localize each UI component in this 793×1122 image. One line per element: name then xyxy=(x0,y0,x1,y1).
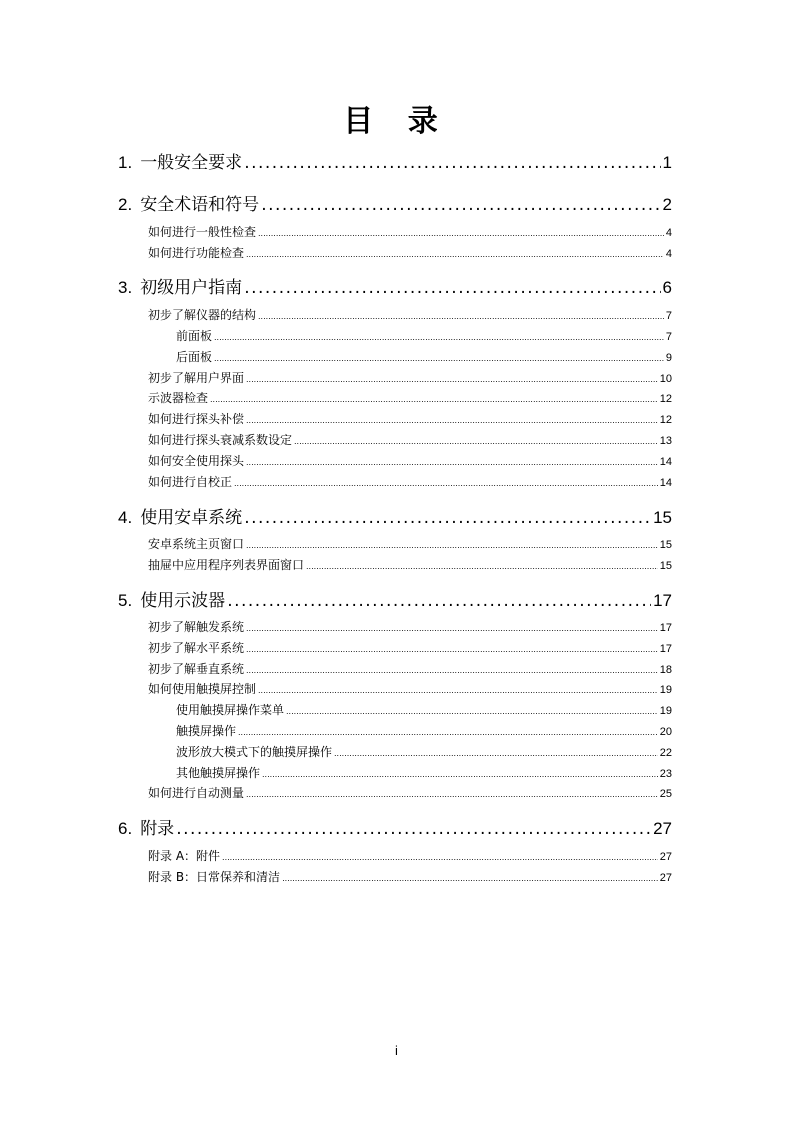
toc-entry-label: 一般安全要求 xyxy=(140,153,243,173)
dot-leader xyxy=(210,395,658,404)
dot-leader xyxy=(246,458,658,467)
toc-entry-6-1[interactable] xyxy=(148,847,672,863)
toc-entry-5-4-1[interactable] xyxy=(176,701,672,717)
dot-leader xyxy=(214,354,664,363)
toc-entry-4-1[interactable] xyxy=(148,535,672,551)
toc-entry-page: 14 xyxy=(659,477,672,489)
toc-entry-number: 4. xyxy=(118,508,133,527)
toc-entry-label: 示波器检查 xyxy=(148,391,209,405)
toc-entry-label: 如何进行自动测量 xyxy=(148,786,245,800)
toc-entry-page: 15 xyxy=(659,560,672,572)
toc-entry-5-2[interactable] xyxy=(148,639,672,655)
dot-leader xyxy=(176,819,651,839)
toc-entry-label: 如何进行自校正 xyxy=(148,475,233,489)
toc-entry-label: 抽屉中应用程序列表界面窗口 xyxy=(148,558,305,572)
toc-entry-number: 3. xyxy=(118,278,133,297)
toc-entry-5-5[interactable] xyxy=(148,784,672,800)
toc-entry-label: 其他触摸屏操作 xyxy=(176,766,261,780)
toc-entry-5-4-4[interactable] xyxy=(176,764,672,780)
toc-entry-5-3[interactable] xyxy=(148,660,672,676)
toc-entry-page: 7 xyxy=(665,331,672,343)
toc-entry-page: 17 xyxy=(653,591,672,610)
toc-entry-label: 附录 xyxy=(140,819,175,839)
page-title: 目 录 xyxy=(343,104,450,139)
toc-entry-label: 初步了解水平系统 xyxy=(148,641,245,655)
dot-leader xyxy=(258,229,664,238)
toc-entry-label: 如何进行探头衰减系数设定 xyxy=(148,433,293,447)
dot-leader xyxy=(222,853,658,862)
dot-leader xyxy=(214,333,664,342)
toc-entry-page: 27 xyxy=(659,872,672,884)
toc-entry-5[interactable] xyxy=(118,586,672,611)
dot-leader xyxy=(286,707,658,716)
toc-entry-label: 使用示波器 xyxy=(140,591,226,611)
toc-entry-label: 如何进行功能检查 xyxy=(148,246,245,260)
toc-entry-number: 2. xyxy=(118,195,133,214)
toc-entry-page: 12 xyxy=(659,414,672,426)
toc-entry-page: 19 xyxy=(659,684,672,696)
toc-entry-label: 初步了解触发系统 xyxy=(148,620,245,634)
toc-entry-label: 触摸屏操作 xyxy=(176,724,237,738)
toc-entry-label: 初步了解用户界面 xyxy=(148,371,245,385)
toc-entry-label: 使用触摸屏操作菜单 xyxy=(176,703,285,717)
toc-entry-5-4[interactable] xyxy=(148,680,672,696)
dot-leader xyxy=(227,591,651,611)
page-number: i xyxy=(395,1043,398,1058)
toc-entry-4-2[interactable] xyxy=(148,556,672,572)
toc-entry-page: 14 xyxy=(659,456,672,468)
toc-entry-label: 如何进行探头补偿 xyxy=(148,412,245,426)
dot-leader xyxy=(246,645,658,654)
toc-entry-number: 1. xyxy=(118,153,133,172)
toc-entry-2-2[interactable] xyxy=(148,244,672,260)
dot-leader xyxy=(294,437,658,446)
toc-entry-page: 1 xyxy=(662,153,672,172)
toc-entry-label: 附录 B：日常保养和清洁 xyxy=(148,870,281,884)
toc-entry-page: 25 xyxy=(659,788,672,800)
toc-entry-page: 22 xyxy=(659,747,672,759)
dot-leader xyxy=(282,874,658,883)
toc-entry-3-3[interactable] xyxy=(148,389,672,405)
toc-entry-number: 6. xyxy=(118,819,133,838)
toc-entry-page: 17 xyxy=(659,622,672,634)
toc-entry-label: 初级用户指南 xyxy=(140,278,243,298)
toc-entry-page: 23 xyxy=(659,768,672,780)
toc-entry-label: 附录 A：附件 xyxy=(148,849,221,863)
dot-leader xyxy=(258,686,658,695)
toc-entry-2[interactable] xyxy=(118,190,672,215)
toc-entry-page: 6 xyxy=(662,278,672,297)
dot-leader xyxy=(246,375,658,384)
toc-entry-5-4-3[interactable] xyxy=(176,743,672,759)
toc-entry-label: 如何安全使用探头 xyxy=(148,454,245,468)
toc-entry-6-2[interactable] xyxy=(148,868,672,884)
dot-leader xyxy=(234,479,658,488)
dot-leader xyxy=(244,508,651,528)
toc-entry-3-7[interactable] xyxy=(148,473,672,489)
toc-entry-page: 7 xyxy=(665,310,672,322)
dot-leader xyxy=(306,562,658,571)
toc-entry-page: 18 xyxy=(659,664,672,676)
toc-entry-3-6[interactable] xyxy=(148,452,672,468)
toc-entry-3-4[interactable] xyxy=(148,410,672,426)
toc-entry-5-1[interactable] xyxy=(148,618,672,634)
toc-entry-page: 10 xyxy=(659,373,672,385)
dot-leader xyxy=(246,416,658,425)
toc-entry-5-4-2[interactable] xyxy=(176,722,672,738)
dot-leader xyxy=(246,541,658,550)
toc-entry-page: 27 xyxy=(653,819,672,838)
toc-entry-label: 如何进行一般性检查 xyxy=(148,225,257,239)
dot-leader xyxy=(244,153,660,173)
toc-entry-2-1[interactable] xyxy=(148,223,672,239)
toc-entry-page: 15 xyxy=(653,508,672,527)
toc-entry-page: 12 xyxy=(659,393,672,405)
dot-leader xyxy=(238,728,658,737)
toc-entry-page: 2 xyxy=(662,195,672,214)
toc-entry-label: 前面板 xyxy=(176,329,213,343)
toc-entry-page: 13 xyxy=(659,435,672,447)
dot-leader xyxy=(244,278,660,298)
toc-entry-label: 初步了解仪器的结构 xyxy=(148,308,257,322)
toc-entry-6[interactable] xyxy=(118,814,672,839)
dot-leader xyxy=(246,666,658,675)
toc-entry-label: 波形放大模式下的触摸屏操作 xyxy=(176,745,333,759)
toc-entry-page: 20 xyxy=(659,726,672,738)
toc-entry-label: 使用安卓系统 xyxy=(140,508,243,528)
dot-leader xyxy=(261,195,660,215)
dot-leader xyxy=(246,624,658,633)
toc-entry-label: 安全术语和符号 xyxy=(140,195,260,215)
toc-entry-3-2[interactable] xyxy=(148,369,672,385)
toc-entry-page: 19 xyxy=(659,705,672,717)
dot-leader xyxy=(246,790,658,799)
toc-entry-label: 后面板 xyxy=(176,350,213,364)
toc-entry-page: 9 xyxy=(665,352,672,364)
toc-entry-number: 5. xyxy=(118,591,133,610)
dot-leader xyxy=(258,312,664,321)
toc-entry-3-1-2[interactable] xyxy=(176,348,672,364)
toc-entry-4[interactable] xyxy=(118,503,672,528)
dot-leader xyxy=(246,250,664,259)
toc-entry-3-5[interactable] xyxy=(148,431,672,447)
toc-entry-label: 初步了解垂直系统 xyxy=(148,662,245,676)
dot-leader xyxy=(262,770,658,779)
toc-entry-3[interactable] xyxy=(118,273,672,298)
toc-entry-page: 4 xyxy=(665,248,672,260)
toc-entry-3-1-1[interactable] xyxy=(176,327,672,343)
toc-entry-1[interactable] xyxy=(118,148,672,173)
toc-entry-page: 17 xyxy=(659,643,672,655)
toc-entry-page: 15 xyxy=(659,539,672,551)
toc-entry-label: 安卓系统主页窗口 xyxy=(148,537,245,551)
toc-entry-3-1[interactable] xyxy=(148,306,672,322)
toc-entry-page: 27 xyxy=(659,851,672,863)
toc-entry-page: 4 xyxy=(665,227,672,239)
dot-leader xyxy=(334,749,658,758)
toc-entry-label: 如何使用触摸屏控制 xyxy=(148,682,257,696)
